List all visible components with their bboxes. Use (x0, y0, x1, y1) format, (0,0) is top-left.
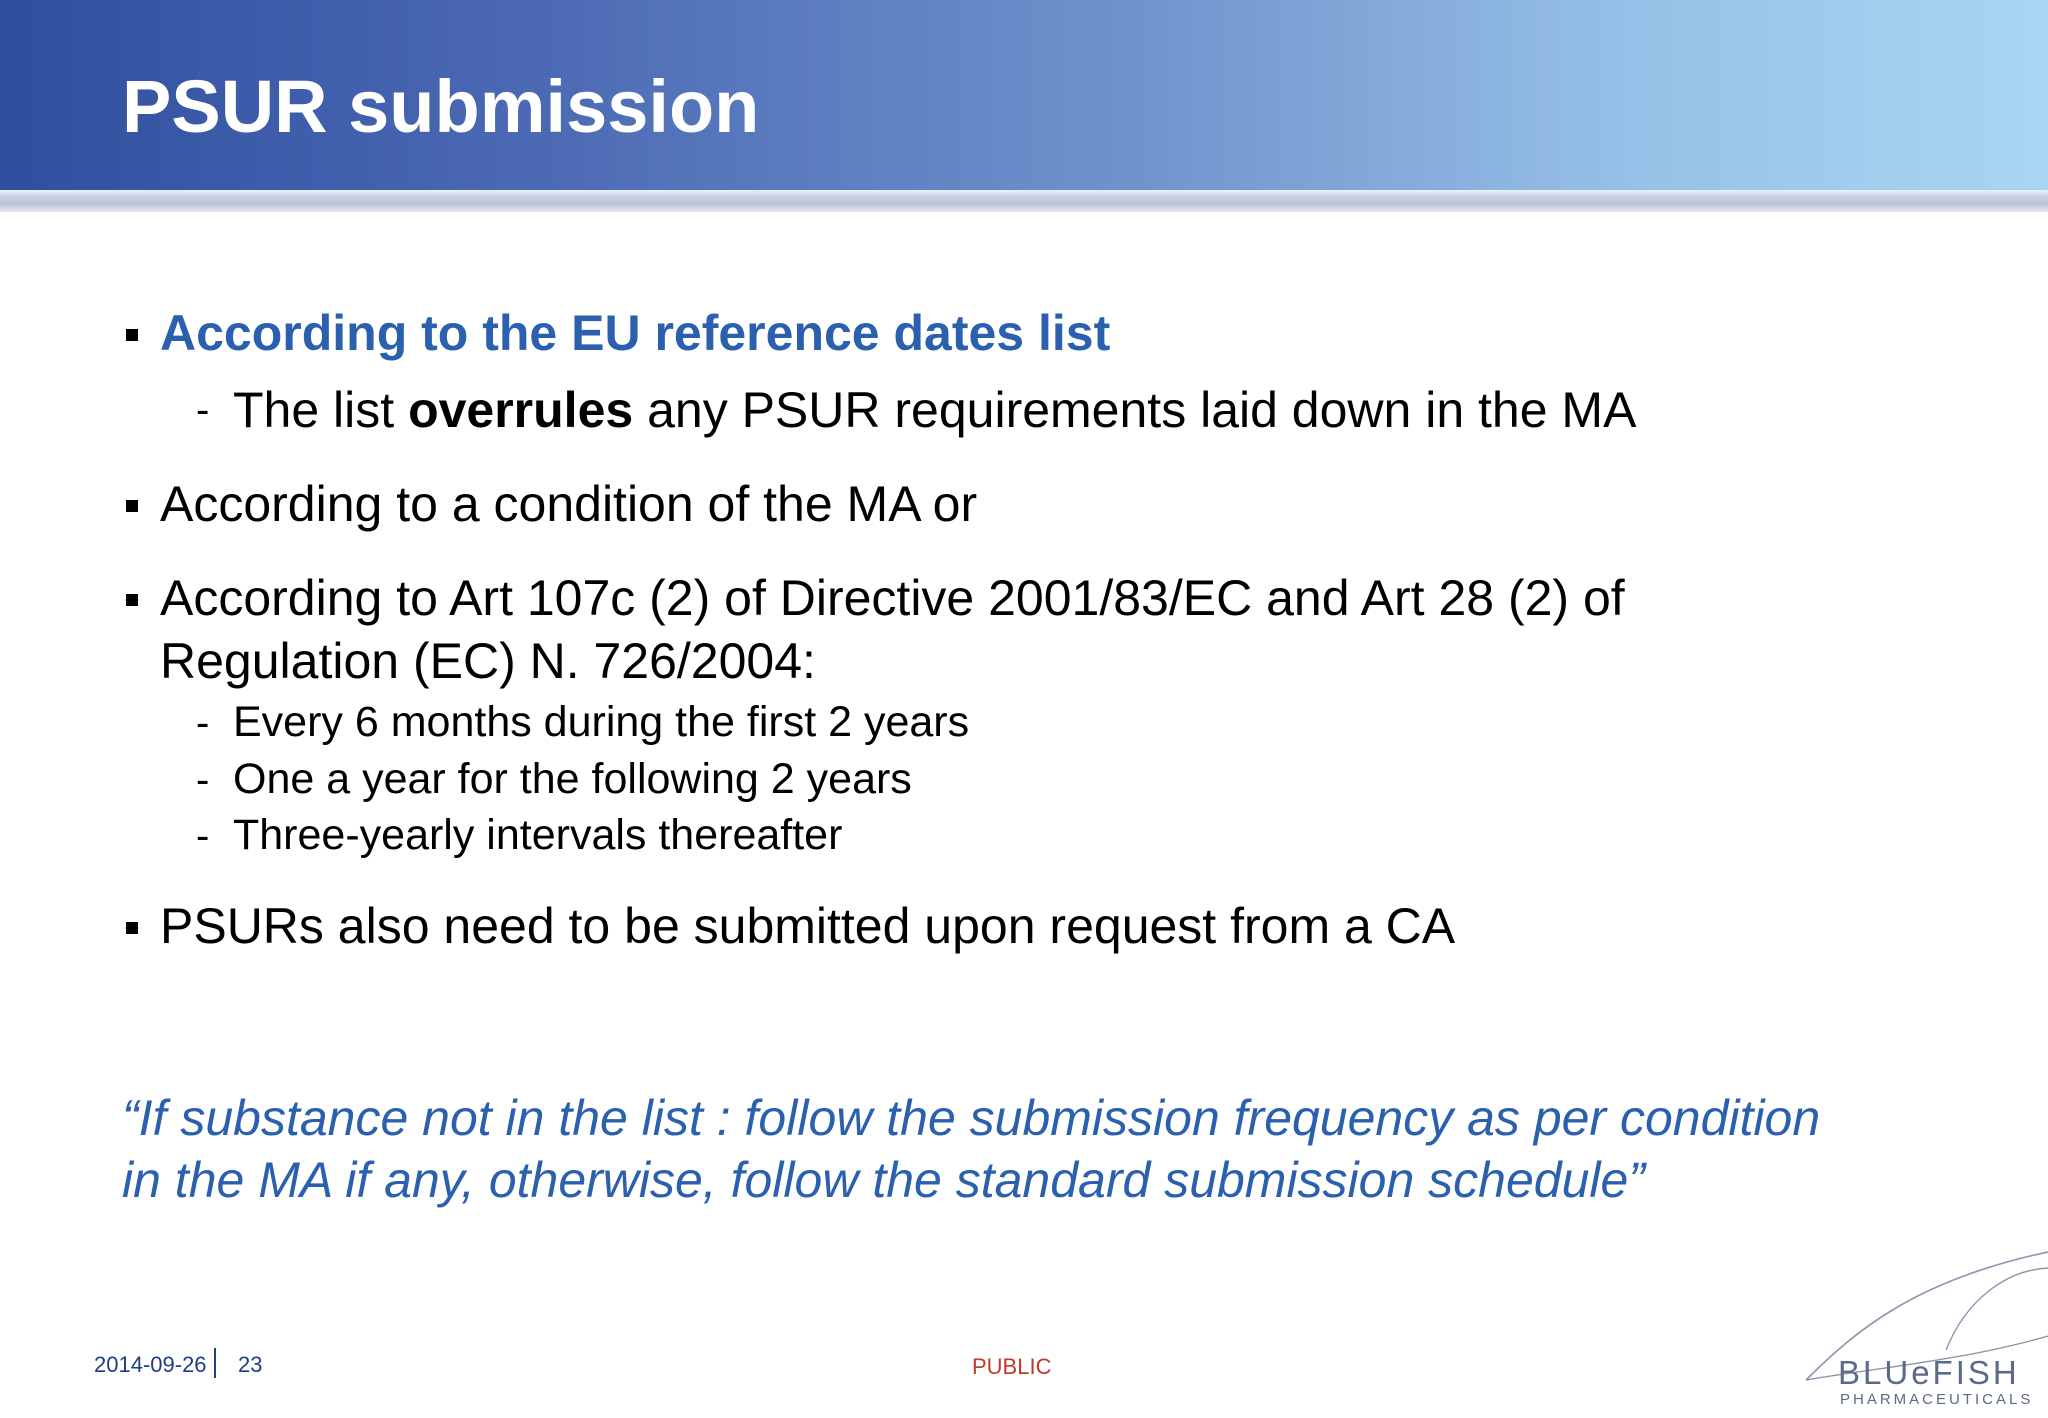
bullet-3-sub-2: One a year for the following 2 years (233, 755, 912, 803)
sub-bullet-dash: - (196, 701, 210, 745)
logo-wordmark: BLUeFISH (1838, 1354, 2020, 1391)
footer-classification: PUBLIC (972, 1354, 1052, 1379)
sub-1-before: The list (233, 382, 409, 438)
header-stripe (0, 190, 2048, 212)
bullet-3-line-2: Regulation (EC) N. 726/2004: (160, 633, 816, 689)
sub-bullet-dash: - (196, 388, 210, 432)
bullet-1-text: According to the EU reference dates list (160, 305, 1111, 361)
logo-subtitle: PHARMACEUTICALS (1840, 1391, 2034, 1408)
bullet-3-sub-1: Every 6 months during the first 2 years (233, 698, 970, 746)
sub-1-bold: overrules (408, 382, 634, 438)
footer-date: 2014-09-26 (94, 1352, 207, 1377)
quote-line-1: “If substance not in the list : follow the submission frequency as per condition (122, 1090, 1821, 1146)
bullet-square-2 (126, 500, 138, 512)
footer-page-number: 23 (238, 1352, 263, 1377)
sub-1-after: any PSUR requirements laid down in the MA (633, 382, 1637, 438)
bullet-1-sub-1 (233, 382, 1636, 440)
sub-bullet-dash: - (196, 814, 210, 858)
bullet-square-3 (126, 594, 138, 606)
bullet-square-1 (126, 329, 138, 341)
sub-bullet-dash: - (196, 758, 210, 802)
bullet-2-text: According to a condition of the MA or (160, 476, 978, 532)
bullet-3-line-1: According to Art 107c (2) of Directive 2001/83/EC and Art 28 (2) of (160, 570, 1625, 626)
footer-separator (214, 1348, 216, 1378)
bullet-3-sub-3: Three-yearly intervals thereafter (233, 811, 843, 859)
quote-line-2: in the MA if any, otherwise, follow the standard submission schedule” (122, 1152, 1645, 1208)
bullet-square-4 (126, 922, 138, 934)
bullet-4-text: PSURs also need to be submitted upon request from a CA (160, 898, 1456, 954)
slide-title: PSUR submission (122, 65, 760, 148)
